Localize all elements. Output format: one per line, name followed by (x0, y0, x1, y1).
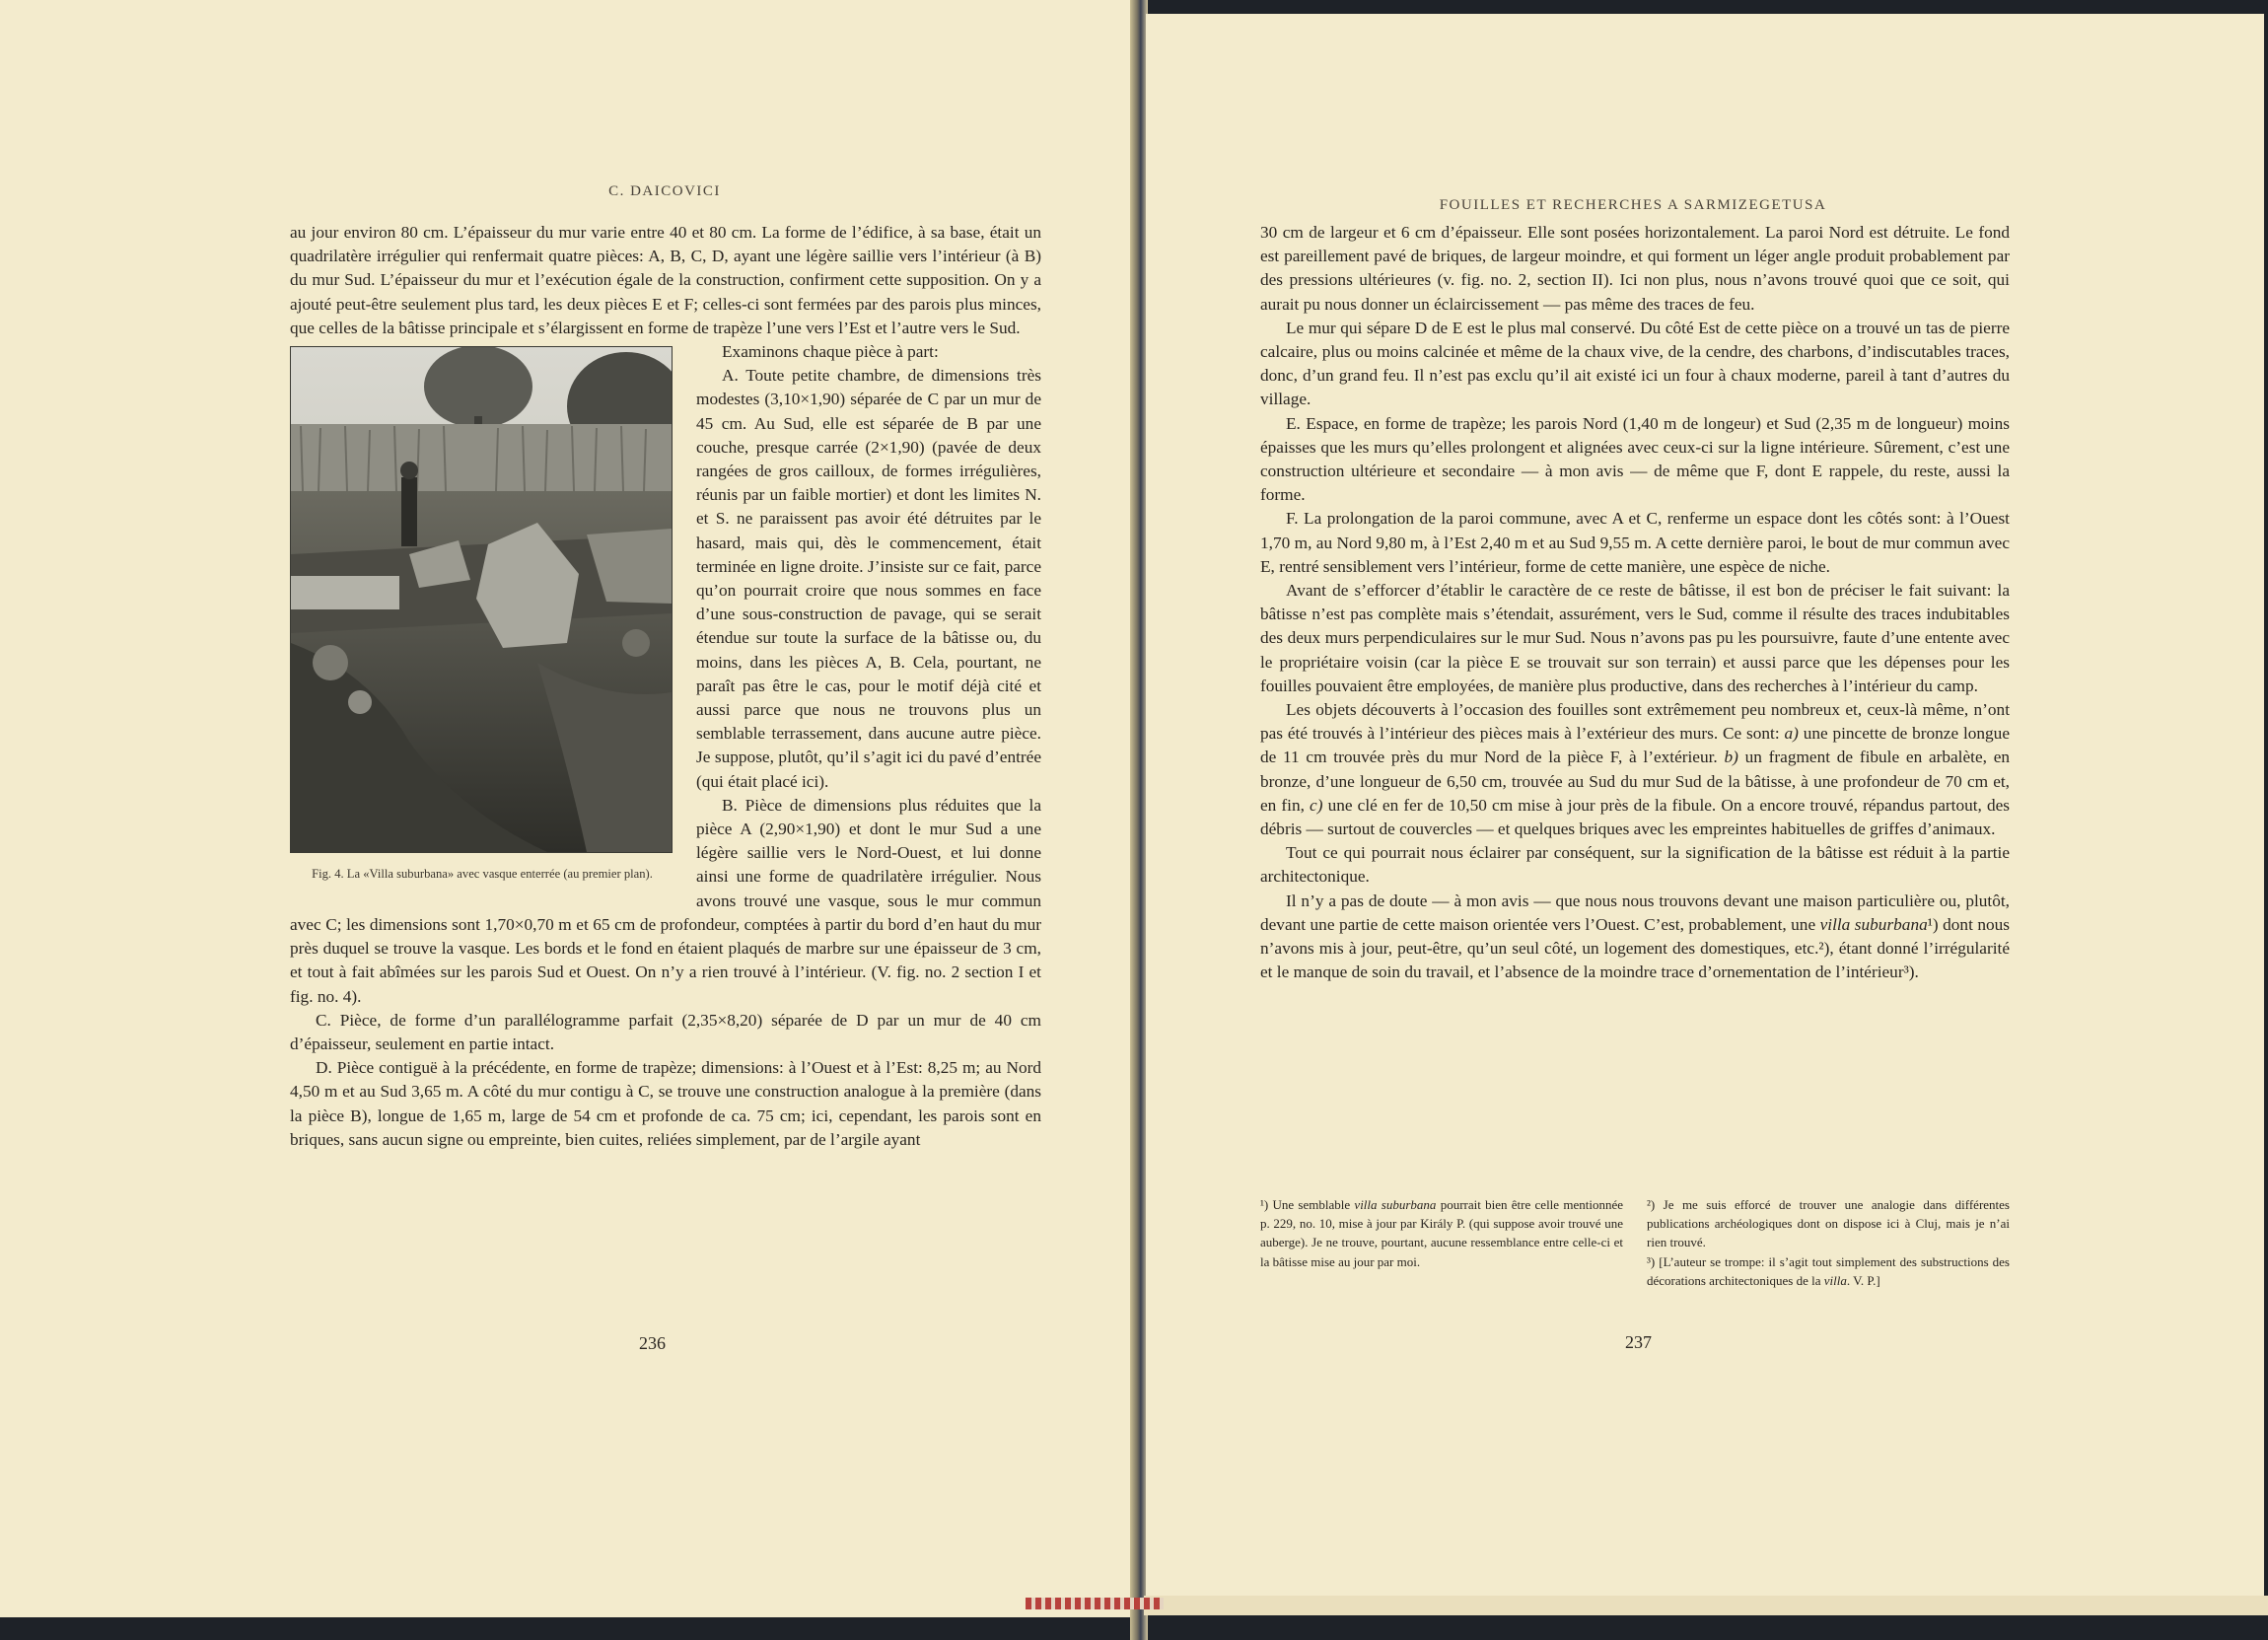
running-head-right: FOUILLES ET RECHERCHES A SARMIZEGETUSA (1439, 197, 1827, 213)
paragraph: A. Toute petite chambre, de dimensions très modestes (3,10×1,90) séparée de C par un mur de 45 cm. Au Sud, elle est séparée de B par une couche, presque carrée (2×1,90) (pavée de deux rangées de gros cailloux, de formes irrégulières, réunis par un faible mortier) et dont les limites N. et S. ne paraissent pas avoir été détruites par le hasard, mais qui, dès le commencement, était terminée en ligne droite. J’insiste sur ce fait, parce qu’on pourrait croire que nous sommes en face d’une sous-construction de pavage, qui se serait étendue sur toute la surface de la bâtisse ou, du moins, dans les pièces A, B. Cela, pourtant, ne paraît pas être le cas, pour le motif déjà cité et aussi parce que nous ne trouvons plus un semblable terrassement, dans aucune autre pièce. Je suppose, plutôt, qu’il s’agit ici du pavé d’entrée (qui était placé ici). (696, 366, 1041, 791)
italic-term: villa (1823, 1272, 1847, 1288)
paragraph: Avant de s’efforcer d’établir le caractère de ce reste de bâtisse, il est bon de préciser le fait suivant: la bâtisse n’est pas complète mais s’étendait, assurément, vers le Sud, comme il résulte des traces indubitables des deux murs perpendiculaires sur le mur Sud. Nous n’avons pas pu les poursuivre, faute d’une entente avec le propriétaire voisin (car la pièce E se trouvait sur son terrain) et aussi parce que les dépenses pour les fouilles pouvaient être employées, de manière plus productive, dans des recherches à l’intérieur du camp. (1260, 581, 2010, 695)
paragraph: E. Espace, en forme de trapèze; les parois Nord (1,40 m de longeur) et Sud (2,35 m de longueur) moins épaisses que les murs qu’elles prolongent et alignées avec ceux-ci sur la ligne intérieure. Sûrement, c’est une construction ultérieure et secondaire — à mon avis — de même que F, dont E rappele, du reste, aussi la forme. (1260, 413, 2010, 505)
right-body-text (1260, 221, 2010, 985)
text-run: Il n’y a pas de doute — à mon avis — que nous nous trouvons devant une maison particulière ou, plutôt, devant une partie de cette maison orientée vers l’Ouest. C’est, probablement, une (1260, 891, 2010, 934)
text-run: ¹) dont nous n’avons mis à jour, peut-être, qu’un seul côté, un logement des domestiques, etc.²), étant donné l’irrégularité et le manque de soin du travail, et l’absence de la moindre trace d’ornementation de l’intérieur³). (1260, 914, 2010, 982)
list-marker: a) (1784, 724, 1799, 744)
paragraph: Tout ce qui pourrait nous éclairer par conséquent, sur la signification de la bâtisse est réduit à la partie architectonique. (1260, 843, 2010, 887)
figure-caption: Fig. 4. La «Villa suburbana» avec vasque enterrée (au premier plan). (312, 867, 653, 882)
bookmark-ribbon (1026, 1598, 1164, 1609)
list-marker: c) (1310, 795, 1323, 815)
list-marker: b) (1724, 748, 1738, 767)
footnote-3 (1647, 1252, 2010, 1290)
paragraph: Le mur qui sépare D de E est le plus mal conservé. Du côté Est de cette pièce on a trouvé un tas de pierre calcaire, plus ou moins calcinée et même de la chaux vive, de la cendre, des charbons, d’indiscutables traces, donc, d’un grand feu. Il n’est pas exclu qu’il ait existé ici un four à chaux moderne, pareil à tant d’autres du village. (1260, 318, 2010, 409)
paragraph: C. Pièce, de forme d’un parallélogramme parfait (2,35×8,20) séparée de D par un mur de 40 cm d’épaisseur, seulement en partie intact. (290, 1010, 1041, 1053)
paragraph (1260, 890, 2010, 985)
page-number-right: 237 (1625, 1332, 1652, 1352)
left-page (0, 0, 1132, 1617)
running-head-left: C. DAICOVICI (608, 183, 721, 199)
paragraph (1260, 698, 2010, 841)
paragraph: au jour environ 80 cm. L’épaisseur du mur varie entre 40 et 80 cm. La forme de l’édifice, à sa base, était un quadrilatère irrégulier qui renfermait quatre pièces: A, B, C, D, ayant une légère saillie vers l’intérieur (à B) du mur Sud. L’épaisseur du mur et l’exécution égale de la construction, confirment cette supposition. On y a ajouté peut-être seulement plus tard, les deux pièces E et F; celles-ci sont fermées par des parois plus minces, que celles de la bâtisse principale et s’élargissent en forme de trapèze l’une vers l’Est et l’autre vers le Sud. (290, 223, 1041, 337)
page-number-left: 236 (639, 1333, 666, 1353)
text-run: un fragment de fibule en arbalète, en bronze, d’une longueur de 6,50 cm, trouvée au Sud du mur Sud de la bâtisse, à une profondeur de 70 cm et, en fin, (1260, 748, 2011, 815)
footnotes (1260, 1195, 2010, 1290)
italic-term: villa suburbana (1819, 914, 1928, 934)
left-body-text (290, 221, 1041, 1152)
footnote-1 (1260, 1195, 1623, 1271)
text-run: une clé en fer de 10,50 cm mise à jour près de la fibule. On a encore trouvé, répandus partout, des débris — surtout de couvercles — et quelques briques avec les empreintes habituelles de griffes d’animaux. (1260, 795, 2010, 839)
excavation-photo (290, 346, 673, 853)
text-run: ¹) Une semblable (1260, 1197, 1355, 1212)
footnote-2: ²) Je me suis efforcé de trouver une analogie dans différentes publications archéologiques dont on dispose ici à Cluj, mais je n’ai rien trouvé. (1647, 1197, 2010, 1250)
text-run: . V. P.] (1846, 1272, 1880, 1288)
paragraph: D. Pièce contiguë à la précédente, en forme de trapèze; dimensions: à l’Ouest et à l’Est: 8,25 m; au Nord 4,50 m et au Sud 3,65 m. A côté du mur contigu à C, se trouve une construction analogue à la première (dans la pièce B), longue de 1,65 m, large de 54 cm et profonde de ca. 75 cm; ici, cependant, les parois sont en briques, sans aucun signe ou empreinte, bien cuites, reliées simplement, par de l’argile ayant (290, 1058, 1041, 1149)
paragraph: B. Pièce de dimensions plus réduites que la pièce A (2,90×1,90) et dont le mur Sud a une légère saillie vers le Nord-Ouest, et lui donne ainsi une forme de quadrilatère irrégulier. Nous avons trouvé une vasque, sous le mur commun avec C; les dimensions sont 1,70×0,70 m et 65 cm de profondeur, comptées à partir du bord d’en haut du mur près duquel se trouve la vasque. Les bords et le fond en étaient plaqués de marbre sur une épaisseur de 3 cm, et tout à fait abîmées sur les parois Sud et Ouest. On n’y a rien trouvé à l’intérieur. (V. fig. no. 2 section I et fig. no. 4). (290, 795, 1041, 1006)
text-run: une pincette de bronze longue de 11 cm trouvée près du mur Nord de la pièce F, à l’extérieur. (1260, 724, 2010, 767)
right-page (1146, 14, 2264, 1609)
text-run: ³) [L’auteur se trompe: il s’agit tout simplement des substructions des décorations architectoniques de la (1647, 1253, 2010, 1288)
paragraph: F. La prolongation de la paroi commune, avec A et C, renferme un espace dont les côtés sont: à l’Ouest 1,70 m, au Nord 9,80 m, à l’Est 2,40 m et au Sud 9,55 m. A cette dernière paroi, le bout de mur commun avec E, rentré sensiblement vers l’intérieur, forme de cette manière, une espèce de niche. (1260, 509, 2010, 576)
italic-term: villa suburbana (1354, 1197, 1437, 1212)
paragraph: 30 cm de largeur et 6 cm d’épaisseur. Elle sont posées horizontalement. La paroi Nord est détruite. Le fond est pareillement pavé de briques, de largeur moindre, et qui forment un léger angle produit probablement par des pressions ultérieures (v. fig. no. 2, section II). Ici non plus, nous n’avons trouvé quoi que ce soit, qui aurait pu nous donner un éclaircissement — pas même des traces de feu. (1260, 223, 2010, 314)
page-edge (1144, 1596, 2268, 1615)
figure-4 (290, 346, 674, 883)
text-run: pourrait bien être celle mentionnée p. 229, no. 10, mise à jour par Király P. (qui suppose avoir trouvé une auberge). Je ne trouve, pourtant, aucune ressemblance entre celle-ci et la bâtisse mise au jour par moi. (1260, 1197, 1623, 1269)
photo-illustration (291, 347, 672, 852)
text-run: Les objets découverts à l’occasion des fouilles sont extrêmement peu nombreux et, ceux-là même, n’ont pas été trouvés à l’intérieur des pièces mais à l’extérieur des murs. Ce sont: (1260, 700, 2010, 744)
paragraph: Examinons chaque pièce à part: (722, 342, 939, 362)
